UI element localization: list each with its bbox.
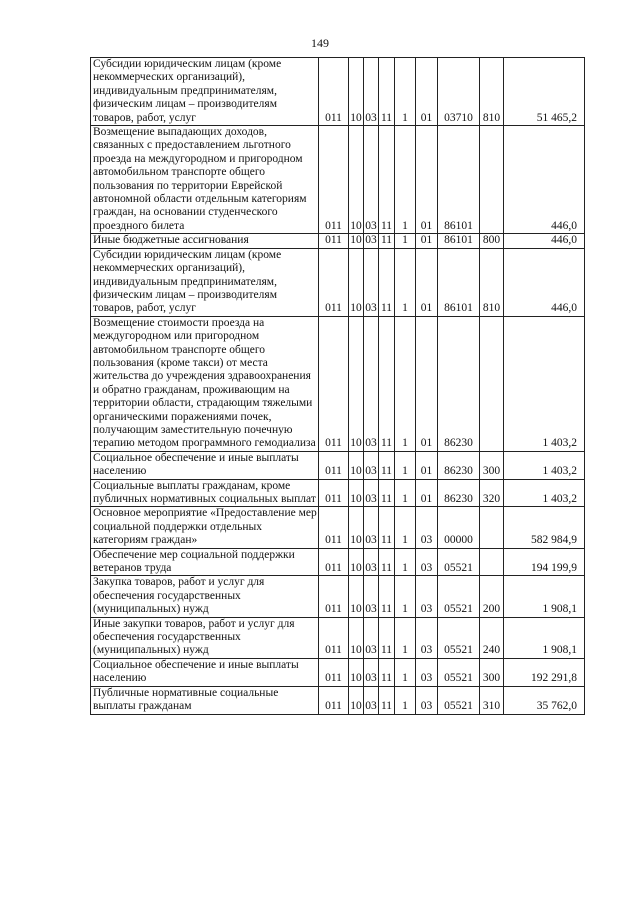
- subsection-code-cell: 03: [364, 507, 379, 548]
- table-row: [91, 576, 585, 617]
- page-number: 149: [311, 36, 329, 50]
- expense-type-cell: 240: [480, 617, 504, 658]
- amount-cell: 1 403,2: [504, 316, 585, 451]
- section-code-cell: 10: [349, 126, 364, 234]
- expense-type-cell: 300: [480, 658, 504, 686]
- event-code-cell: 01: [416, 316, 438, 451]
- section-code-cell: 10: [349, 479, 364, 507]
- row-name-cell: Публичные нормативные социальные выплаты гражданам: [91, 686, 319, 714]
- row-name-cell: Субсидии юридическим лицам (кроме некоммерческих организаций), индивидуальным предпринимателям, физическим лицам – производителям товаров, работ, услуг: [91, 58, 319, 126]
- subprogram-code-cell: 1: [395, 451, 416, 479]
- section-code-cell: 10: [349, 451, 364, 479]
- table-row: [91, 126, 585, 234]
- program-code-cell: 11: [379, 548, 395, 576]
- budget-table: [90, 57, 585, 715]
- direction-code-cell: 05521: [438, 686, 480, 714]
- subprogram-code-cell: 1: [395, 686, 416, 714]
- subprogram-code-cell: 1: [395, 126, 416, 234]
- amount-cell: 35 762,0: [504, 686, 585, 714]
- program-code-cell: 11: [379, 58, 395, 126]
- program-code-cell: 11: [379, 576, 395, 617]
- direction-code-cell: 00000: [438, 507, 480, 548]
- event-code-cell: 01: [416, 234, 438, 248]
- row-name-cell: Иные бюджетные ассигнования: [91, 234, 319, 248]
- section-code-cell: 10: [349, 248, 364, 316]
- expense-type-cell: 810: [480, 248, 504, 316]
- expense-type-cell: 310: [480, 686, 504, 714]
- table-row: [91, 548, 585, 576]
- ministry-code-cell: 011: [319, 576, 349, 617]
- direction-code-cell: 86101: [438, 234, 480, 248]
- ministry-code-cell: 011: [319, 58, 349, 126]
- program-code-cell: 11: [379, 234, 395, 248]
- subprogram-code-cell: 1: [395, 58, 416, 126]
- subsection-code-cell: 03: [364, 479, 379, 507]
- program-code-cell: 11: [379, 248, 395, 316]
- direction-code-cell: 05521: [438, 548, 480, 576]
- program-code-cell: 11: [379, 316, 395, 451]
- subsection-code-cell: 03: [364, 126, 379, 234]
- event-code-cell: 01: [416, 248, 438, 316]
- subprogram-code-cell: 1: [395, 248, 416, 316]
- subprogram-code-cell: 1: [395, 234, 416, 248]
- budget-table-body: [91, 58, 585, 715]
- amount-cell: 1 908,1: [504, 576, 585, 617]
- direction-code-cell: 86230: [438, 479, 480, 507]
- section-code-cell: 10: [349, 316, 364, 451]
- row-name-cell: Обеспечение мер социальной поддержки ветеранов труда: [91, 548, 319, 576]
- ministry-code-cell: 011: [319, 548, 349, 576]
- subsection-code-cell: 03: [364, 316, 379, 451]
- direction-code-cell: 86101: [438, 126, 480, 234]
- event-code-cell: 03: [416, 576, 438, 617]
- table-row: [91, 686, 585, 714]
- event-code-cell: 03: [416, 548, 438, 576]
- event-code-cell: 03: [416, 686, 438, 714]
- subprogram-code-cell: 1: [395, 507, 416, 548]
- table-row: [91, 234, 585, 248]
- section-code-cell: 10: [350, 234, 362, 247]
- direction-code-cell: 05521: [438, 658, 480, 686]
- ministry-code-cell: 011: [319, 248, 349, 316]
- expense-type-cell: [480, 507, 504, 548]
- event-code-cell: 03: [416, 507, 438, 548]
- row-name-cell: Основное мероприятие «Предоставление мер социальной поддержки отдельных категориям граждан»: [91, 507, 319, 548]
- subprogram-code-cell: 1: [395, 316, 416, 451]
- ministry-code-cell: 011: [319, 479, 349, 507]
- subprogram-code-cell: 1: [395, 617, 416, 658]
- row-name-cell: Возмещение стоимости проезда на междугородном или пригородном автомобильном транспорте общего пользования (кроме такси) от места жительства до учреждения здравоохранения и обратно гражданам, проживающим на территории области, страдающим тяжелыми органическими поражениями почек, получающим заместительную почечную терапию методом программного гемодиализа: [91, 316, 319, 451]
- direction-code-cell: 03710: [438, 58, 480, 126]
- table-row: [91, 617, 585, 658]
- section-code-cell: 10: [349, 548, 364, 576]
- section-code-cell: 10: [349, 617, 364, 658]
- table-row: [91, 58, 585, 126]
- event-code-cell: 03: [416, 658, 438, 686]
- direction-code-cell: 86230: [438, 316, 480, 451]
- direction-code-cell: 86230: [438, 451, 480, 479]
- amount-cell: 1 403,2: [504, 479, 585, 507]
- program-code-cell: 11: [379, 451, 395, 479]
- amount-cell: 1 908,1: [504, 617, 585, 658]
- row-name-cell: Социальное обеспечение и иные выплаты населению: [91, 451, 319, 479]
- amount-cell: 194 199,9: [504, 548, 585, 576]
- amount-cell: 51 465,2: [504, 58, 585, 126]
- ministry-code-cell: 011: [319, 658, 349, 686]
- subsection-code-cell: 03: [364, 58, 379, 126]
- expense-type-cell: [480, 316, 504, 451]
- row-name-cell: Иные закупки товаров, работ и услуг для обеспечения государственных (муниципальных) нужд: [91, 617, 319, 658]
- program-code-cell: 11: [379, 126, 395, 234]
- event-code-cell: 01: [416, 58, 438, 126]
- table-row: [91, 479, 585, 507]
- subsection-code-cell: 03: [364, 686, 379, 714]
- amount-cell: 1 403,2: [504, 451, 585, 479]
- ministry-code-cell: 011: [319, 686, 349, 714]
- row-name-cell: Субсидии юридическим лицам (кроме некоммерческих организаций), индивидуальным предпринимателям, физическим лицам – производителям товаров, работ, услуг: [91, 248, 319, 316]
- subsection-code-cell: 03: [364, 548, 379, 576]
- subsection-code-cell: 03: [364, 248, 379, 316]
- ministry-code-cell: 011: [319, 316, 349, 451]
- program-code-cell: 11: [379, 479, 395, 507]
- table-row: [91, 507, 585, 548]
- ministry-code-cell: 011: [319, 234, 349, 248]
- expense-type-cell: [480, 548, 504, 576]
- section-code-cell: 10: [349, 507, 364, 548]
- subsection-code-cell: 03: [364, 617, 379, 658]
- direction-code-cell: 86101: [438, 248, 480, 316]
- direction-code-cell: 05521: [438, 617, 480, 658]
- subsection-code-cell: 03: [364, 658, 379, 686]
- subprogram-code-cell: 1: [395, 658, 416, 686]
- table-row: [91, 451, 585, 479]
- program-code-cell: 11: [379, 617, 395, 658]
- expense-type-cell: 300: [480, 451, 504, 479]
- expense-type-cell: 800: [480, 234, 504, 248]
- amount-cell: 446,0: [504, 234, 585, 248]
- direction-code-cell: 05521: [438, 576, 480, 617]
- subprogram-code-cell: 1: [395, 548, 416, 576]
- subsection-code-cell: 03: [365, 234, 377, 247]
- amount-cell: 192 291,8: [504, 658, 585, 686]
- ministry-code-cell: 011: [319, 507, 349, 548]
- table-row: [91, 248, 585, 316]
- amount-cell: 446,0: [504, 126, 585, 234]
- section-code-cell: 10: [349, 686, 364, 714]
- ministry-code-cell: 011: [319, 126, 349, 234]
- row-name-cell: Социальное обеспечение и иные выплаты населению: [91, 658, 319, 686]
- amount-cell: 582 984,9: [504, 507, 585, 548]
- event-code-cell: 01: [416, 479, 438, 507]
- program-code-cell: 11: [379, 658, 395, 686]
- event-code-cell: 03: [416, 617, 438, 658]
- event-code-cell: 01: [416, 126, 438, 234]
- row-name-cell: Закупка товаров, работ и услуг для обеспечения государственных (муниципальных) нужд: [91, 576, 319, 617]
- subprogram-code-cell: 1: [395, 479, 416, 507]
- expense-type-cell: 320: [480, 479, 504, 507]
- expense-type-cell: [480, 126, 504, 234]
- section-code-cell: 10: [349, 58, 364, 126]
- program-code-cell: 11: [379, 507, 395, 548]
- ministry-code-cell: 011: [319, 617, 349, 658]
- table-row: [91, 658, 585, 686]
- row-name-cell: Социальные выплаты гражданам, кроме публичных нормативных социальных выплат: [91, 479, 319, 507]
- section-code-cell: 10: [349, 658, 364, 686]
- row-name-cell: Возмещение выпадающих доходов, связанных с предоставлением льготного проезда на междугородном и пригородном автомобильном транспорте общего пользования по территории Еврейской автономной области отдельным категориям граждан, на основании студенческого проездного билета: [91, 126, 319, 234]
- expense-type-cell: 810: [480, 58, 504, 126]
- subsection-code-cell: 03: [364, 576, 379, 617]
- expense-type-cell: 200: [480, 576, 504, 617]
- subprogram-code-cell: 1: [395, 576, 416, 617]
- amount-cell: 446,0: [504, 248, 585, 316]
- table-row: [91, 316, 585, 451]
- ministry-code-cell: 011: [319, 451, 349, 479]
- program-code-cell: 11: [379, 686, 395, 714]
- section-code-cell: 10: [349, 576, 364, 617]
- subsection-code-cell: 03: [364, 451, 379, 479]
- event-code-cell: 01: [416, 451, 438, 479]
